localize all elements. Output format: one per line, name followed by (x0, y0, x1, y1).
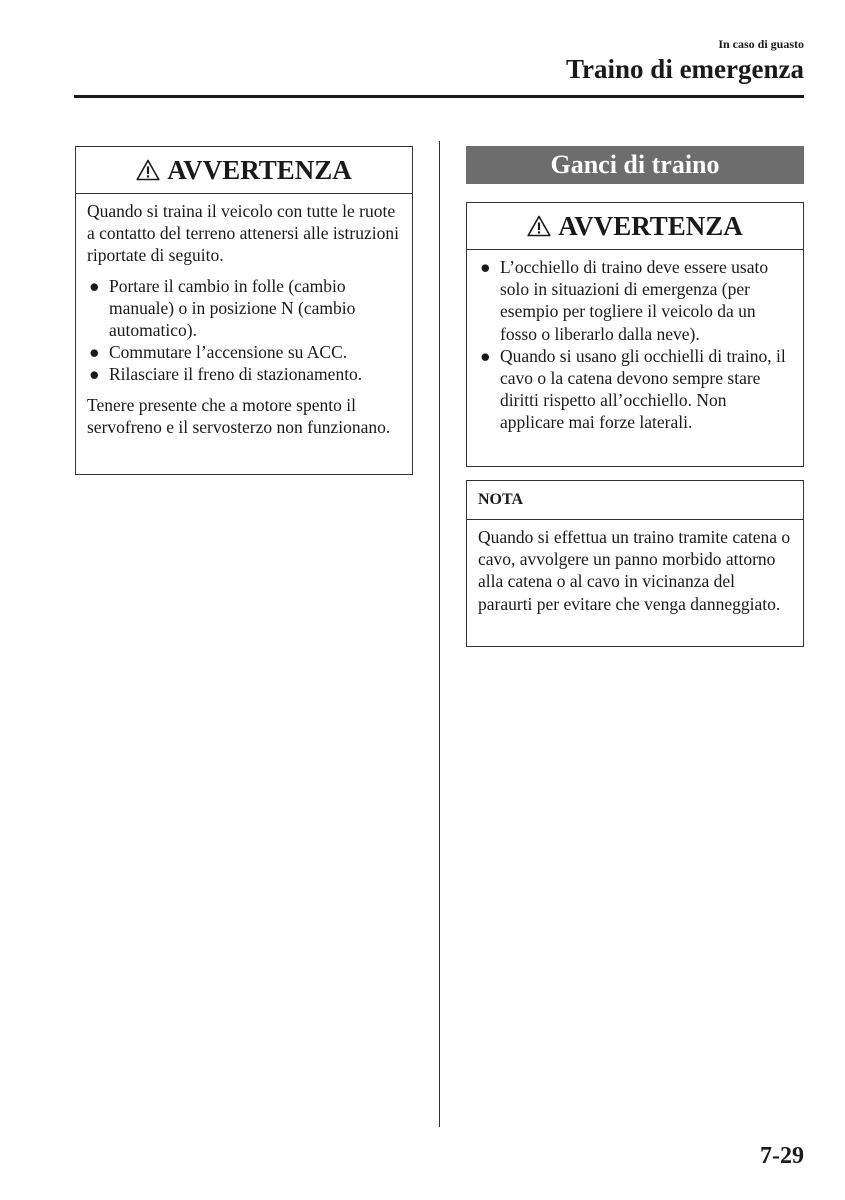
right-warning-box (466, 202, 804, 467)
right-warning-list (478, 256, 792, 434)
bullet-icon: ● (480, 257, 491, 277)
list-item-text: Quando si usano gli occhielli di traino, il cavo o la catena devono sempre stare diritti rispetto all’occhiello. Non applicare mai forze laterali. (500, 345, 786, 433)
section-heading: Ganci di traino (466, 146, 804, 184)
left-warning-intro: Quando si traina il veicolo con tutte le ruote a contatto del terreno attenersi alle istruzioni riportate di seguito. (87, 201, 399, 266)
left-warning-title: AVVERTENZA (167, 154, 352, 185)
note-body (467, 520, 803, 623)
left-warning-outro: Tenere presente che a motore spento il servofreno e il servosterzo non funzionano. (87, 394, 391, 437)
page-number: 7-29 (760, 1143, 804, 1169)
list-item (478, 256, 792, 345)
bullet-icon: ● (480, 345, 491, 366)
list-item-text: Commutare l’accensione su ACC. (109, 342, 348, 363)
left-warning-header (76, 147, 412, 194)
bullet-icon: ● (89, 275, 100, 296)
column-divider (439, 141, 440, 1127)
header-rule (74, 95, 804, 98)
list-item (478, 345, 792, 434)
note-text: Quando si effettua un traino tramite catena o cavo, avvolgere un panno morbido attorno alla catena o al cavo in vicinanza del paraurti per evitare che venga danneggiato. (478, 527, 791, 614)
note-box (466, 480, 804, 647)
list-item (87, 275, 401, 342)
note-header (467, 481, 803, 520)
bullet-icon: ● (89, 342, 100, 363)
header-section-label: In caso di guasto (718, 37, 804, 51)
list-item (87, 363, 401, 385)
right-warning-header (467, 203, 803, 250)
list-item-text: L’occhiello di traino deve essere usato solo in situazioni di emergenza (per esempio per togliere il veicolo da un fosso o liberarlo dalla neve). (500, 257, 769, 344)
page-title: Traino di emergenza (566, 54, 804, 84)
left-warning-body (76, 194, 412, 446)
left-warning-list (87, 275, 401, 386)
list-item-text: Rilasciare il freno di stazionamento. (109, 364, 363, 385)
warning-triangle-icon (527, 215, 551, 237)
warning-triangle-icon (136, 159, 160, 181)
bullet-icon: ● (89, 364, 100, 385)
right-warning-body (467, 250, 803, 442)
list-item (87, 341, 401, 363)
list-item-text: Portare il cambio in folle (cambio manuale) o in posizione N (cambio automatico). (109, 275, 356, 341)
right-warning-title: AVVERTENZA (558, 210, 743, 241)
note-title: NOTA (478, 491, 524, 508)
left-warning-box (75, 146, 413, 475)
